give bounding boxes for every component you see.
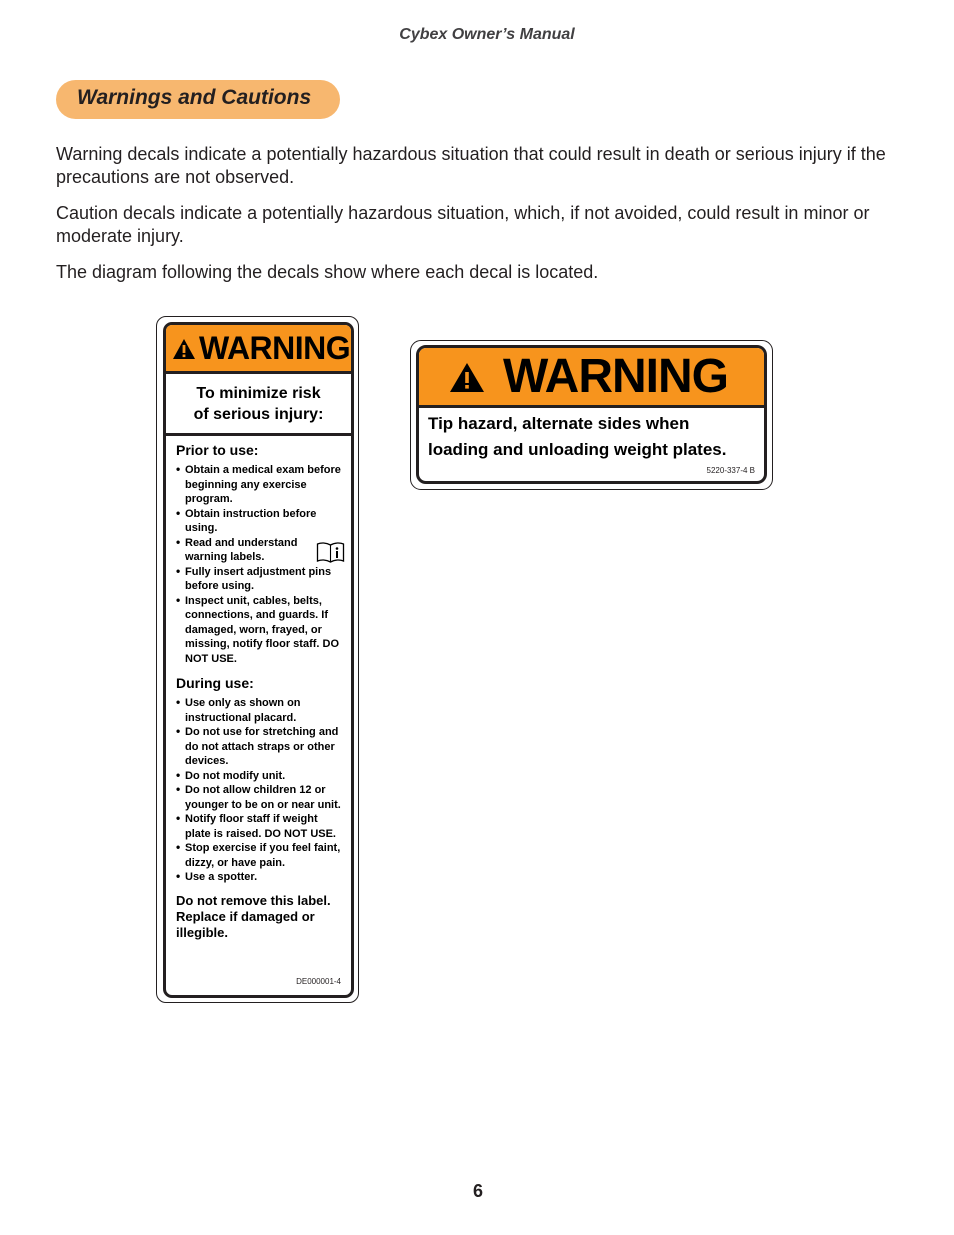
list-item: • Notify floor staff if weight plate is raised. DO NOT USE.	[176, 812, 346, 841]
list-item: • Obtain a medical exam before beginning any exercise program.	[176, 463, 346, 507]
section-title: Warnings and Cautions	[77, 86, 312, 109]
list-item: • Do not use for stretching and do not attach straps or other devices.	[176, 725, 346, 769]
prior-to-use-heading: Prior to use:	[176, 442, 259, 458]
list-item: • Do not allow children 12 or younger to be on or near unit.	[176, 783, 346, 812]
decal1-part-code: DE000001-4	[296, 977, 341, 986]
decal1-title-line1: To minimize risk	[196, 384, 321, 402]
decal1-footer: Do not remove this label. Replace if damaged or illegible.	[176, 892, 331, 940]
manual-header: Cybex Owner’s Manual	[399, 26, 575, 43]
decal2-signal-header	[419, 348, 764, 408]
decal1-signal-word: WARNING	[199, 330, 351, 366]
list-item: • Use a spotter.	[176, 870, 346, 885]
paragraph-diagram-note: The diagram following the decals show where each decal is located.	[56, 262, 599, 282]
page-number: 6	[473, 1181, 484, 1201]
warning-triangle-icon	[449, 362, 485, 393]
list-item: • Stop exercise if you feel faint, dizzy, or have pain.	[176, 841, 346, 870]
list-item: • Read and understand warning labels.	[176, 536, 346, 565]
decal1-body	[176, 442, 346, 941]
section-title-pill	[56, 80, 340, 119]
list-item: • Fully insert adjustment pins before using.	[176, 565, 346, 594]
warning-decal-tip-hazard	[416, 345, 767, 484]
decal2-message	[428, 411, 760, 463]
decal1-title-line2: of serious injury:	[193, 405, 324, 423]
decal2-signal-word: WARNING	[503, 350, 728, 403]
decal2-part-code: 5220-337-4 B	[706, 466, 755, 475]
prior-to-use-list	[176, 463, 346, 666]
decal2-line2: loading and unloading weight plates.	[428, 440, 727, 459]
list-item: • Do not modify unit.	[176, 769, 346, 784]
decal1-signal-header	[166, 325, 351, 374]
warning-triangle-icon	[172, 338, 196, 360]
warning-decal-safety	[163, 322, 354, 998]
decal1-title	[166, 374, 351, 436]
list-item: • Obtain instruction before using.	[176, 507, 346, 536]
paragraph-caution-decals: Caution decals indicate a potentially hazardous situation, which, if not avoided, could result in minor or moderate injury.	[56, 203, 870, 246]
during-use-list	[176, 696, 346, 885]
paragraph-warning-decals: Warning decals indicate a potentially hazardous situation that could result in death or serious injury if the precautions are not observed.	[56, 144, 886, 187]
during-use-heading: During use:	[176, 675, 254, 691]
list-item: • Inspect unit, cables, belts, connections, and guards. If damaged, worn, frayed, or missing, notify floor staff. DO NOT USE.	[176, 594, 346, 667]
decal2-line1: Tip hazard, alternate sides when	[428, 414, 690, 433]
list-item: • Use only as shown on instructional placard.	[176, 696, 346, 725]
